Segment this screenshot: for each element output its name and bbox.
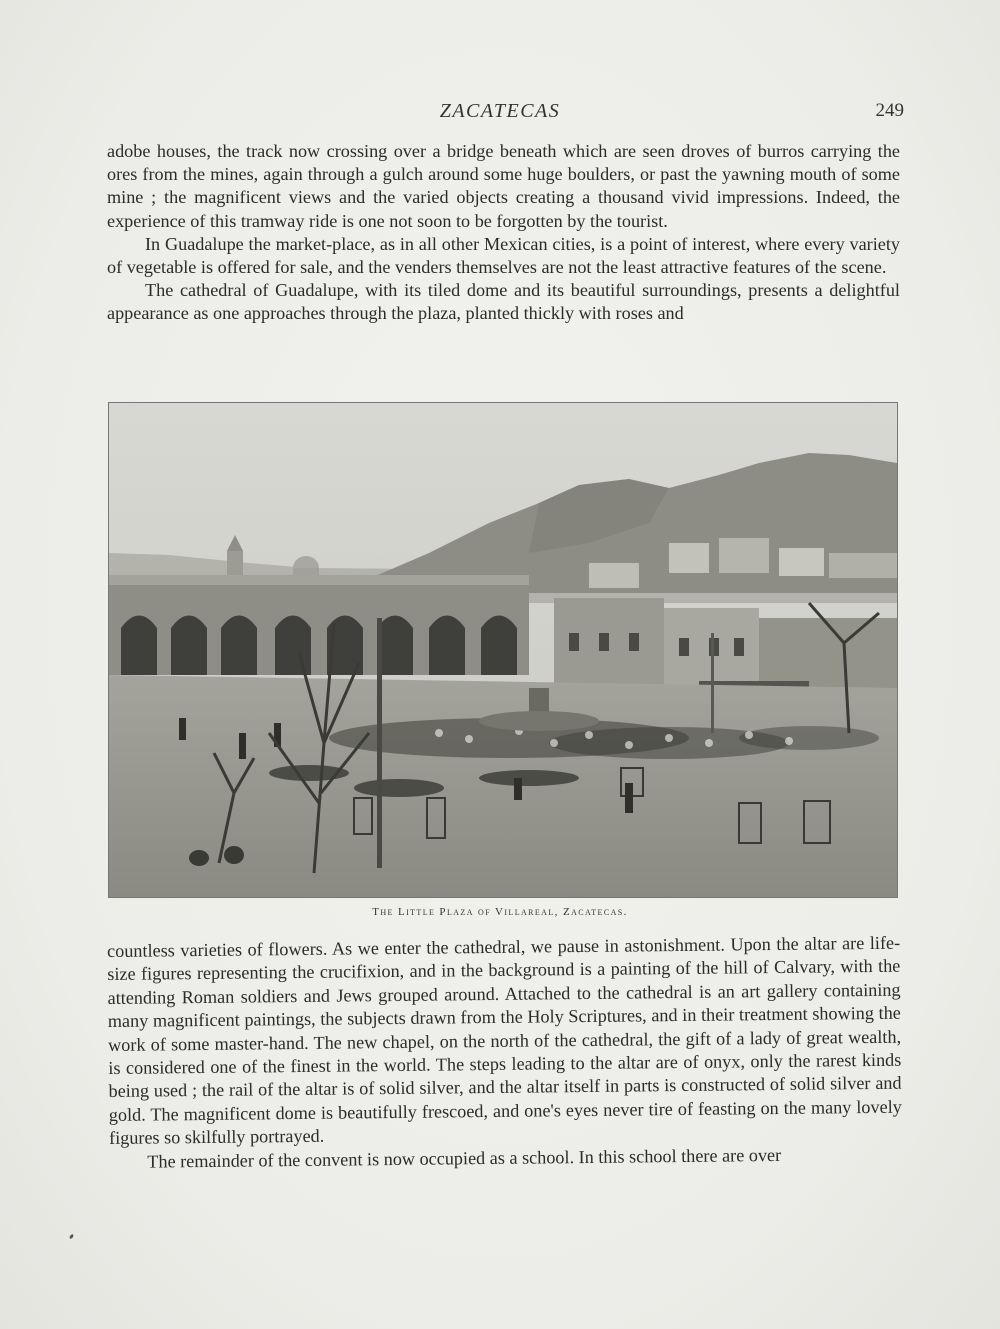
ink-speck <box>69 1234 74 1240</box>
paragraph: The cathedral of Guadalupe, with its tiled dome and its beautiful surroundings, presents a delightful appearance as one approaches through the plaza, planted thickly with roses and <box>107 280 900 324</box>
text-block-bottom <box>107 932 902 1174</box>
plaza-photograph-image <box>109 403 897 897</box>
figure-caption: The Little Plaza of Villareal, Zacatecas. <box>372 906 628 918</box>
text-block-top <box>107 140 900 326</box>
paragraph: The remainder of the convent is now occupied as a school. In this school there are over <box>147 1144 782 1172</box>
paragraph: In Guadalupe the market-place, as in all other Mexican cities, is a point of interest, where every variety of vegetable is offered for sale, and the venders themselves are not the least attractive features of the scene. <box>107 233 900 278</box>
plaza-photograph <box>108 402 898 898</box>
paragraph: countless varieties of flowers. As we enter the cathedral, we pause in astonishment. Upon the altar are life-size figures representing the crucifixion, and in the background is a painting of the hill of Calvary, with the attending Roman soldiers and Jews grouped around. Attached to the cathedral is an art gallery containing many magnificent paintings, the subjects drawn from the Holy Scriptures, and in their treatment showing the work of some master-hand. The new chapel, on the north of the cathedral, the gift of a lady of great wealth, is considered one of the finest in the world. The steps leading to the altar are of onyx, only the rarest kinds being used ; the rail of the altar is of solid silver, and the altar itself in parts is constructed of solid silver and gold. The magnificent dome is beautifully frescoed, and one's eyes never tire of feasting on the many lovely figures so skilfully portrayed. <box>107 932 902 1149</box>
paragraph: adobe houses, the track now crossing over a bridge beneath which are seen droves of burros carrying the ores from the mines, again through a gulch around some huge boulders, or past the yawning mouth of some mine ; the magnificent views and the varied objects creating a thousand vivid impressions. Indeed, the experience of this tramway ride is one not soon to be forgotten by the tourist. <box>107 141 900 231</box>
running-title: ZACATECAS <box>439 100 561 122</box>
running-head <box>0 100 1000 126</box>
page-number: 249 <box>875 100 904 121</box>
